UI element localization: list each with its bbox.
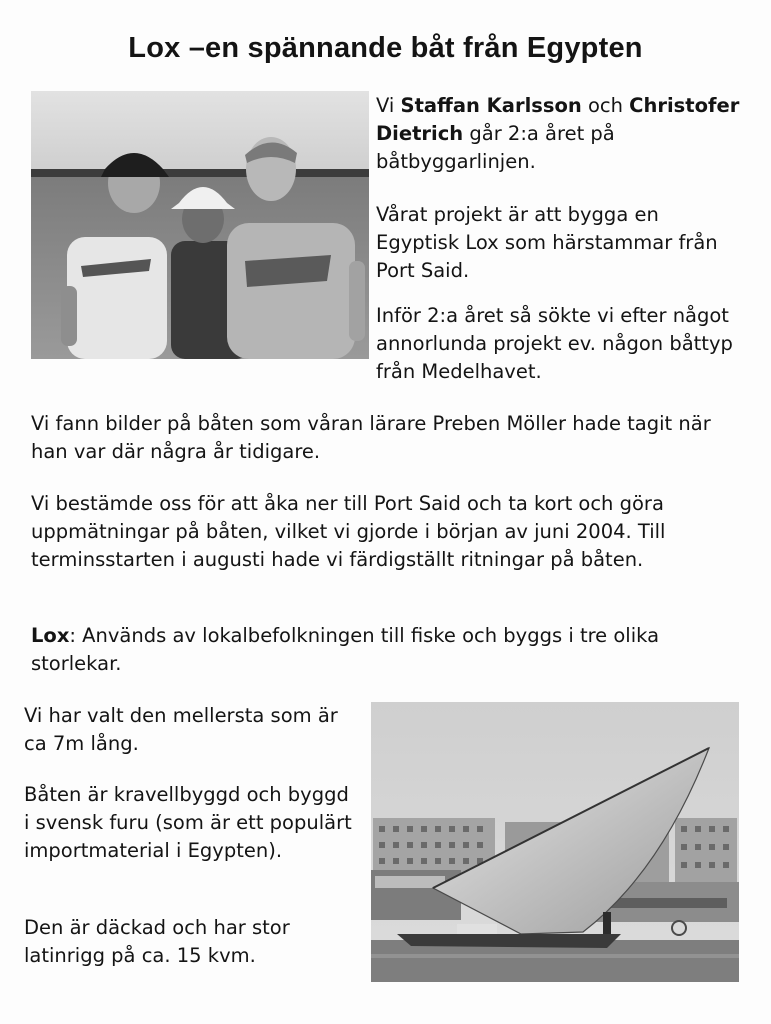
people-photo [31,91,369,359]
project-paragraph: Vårat projekt är att bygga en Egyptisk Lox som härstammar från Port Said. [376,203,718,282]
trip-paragraph: Vi bestämde oss för att åka ner till Port Said och ta kort och göra uppmätningar på båten, vilket vi gjorde i början av juni 2004. Till terminsstarten i augusti hade vi färdigställt ritningar på båten. [31,492,666,571]
build-paragraph: Båten är kravellbyggd och byggd i svensk furu (som är ett populärt importmaterial i Egypten). [24,783,352,862]
search-paragraph: Inför 2:a året så sökte vi efter något annorlunda projekt ev. någon båttyp från Medelhavet. [376,304,733,383]
pictures-paragraph: Vi fann bilder på båten som våran lärare Preben Möller hade tagit när han var där några år tidigare. [31,412,711,463]
student-name-2: Christofer Dietrich [376,94,740,145]
intro-paragraph: Vi Staffan Karlsson och Christofer Dietrich går 2:a året på båtbyggarlinjen. [376,94,740,173]
rig-paragraph: Den är däckad och har stor latinrigg på ca. 15 kvm. [24,916,290,967]
page-title: Lox –en spännande båt från Egypten [128,32,643,64]
boat-photo [371,702,739,982]
lox-term: Lox [31,624,70,647]
size-paragraph: Vi har valt den mellersta som är ca 7m lång. [24,704,338,755]
lox-paragraph: Lox: Används av lokalbefolkningen till fiske och byggs i tre olika storlekar. [31,624,660,675]
student-name-1: Staffan Karlsson [400,94,582,117]
